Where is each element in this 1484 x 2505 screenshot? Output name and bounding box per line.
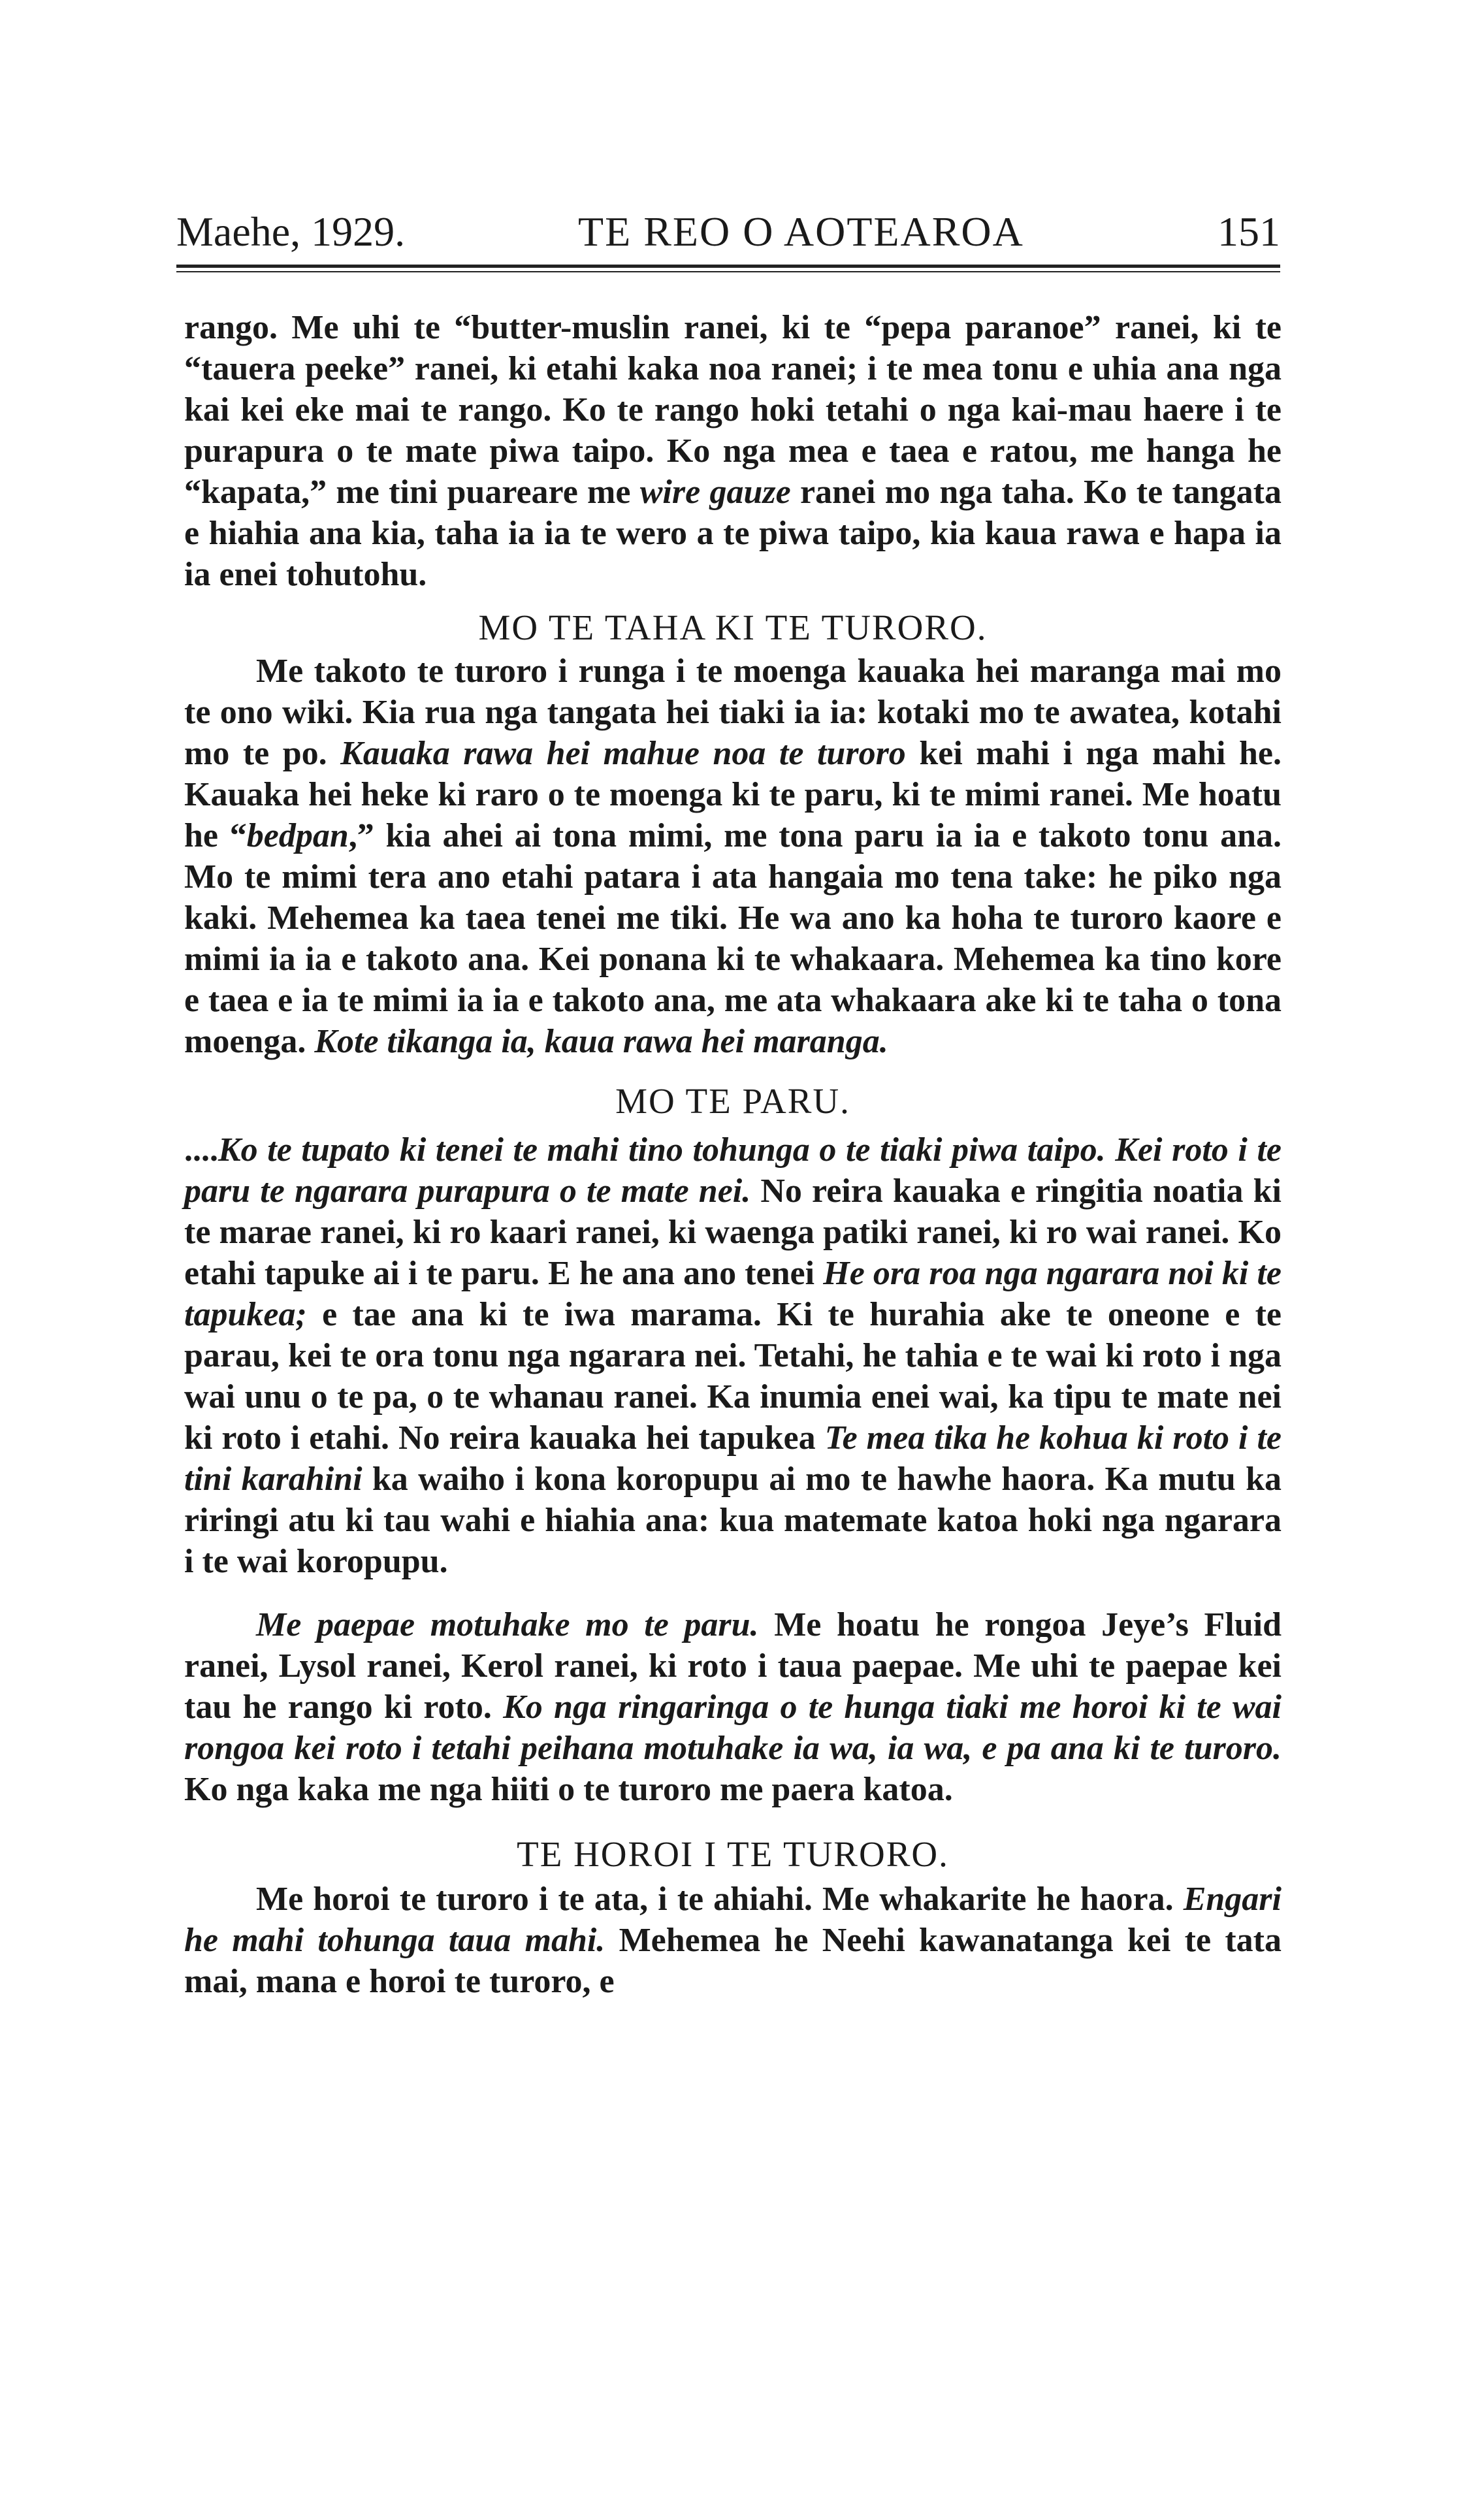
paepae-text-1: Me hoatu he rongoa Jeye’s Fluid ranei, Lysol ranei, Kerol ranei, ki roto i taua paepae. Me uhi te paepae kei tau he rango ki roto.	[184, 1606, 1282, 1726]
header-rule-thin	[176, 271, 1280, 272]
intro-text-1: rango. Me uhi te “butter-muslin ranei, ki te “pepa paranoe” ranei, ki te “tauera peeke” ranei, ki etahi kaka noa ranei; i te mea tonu e uhia ana nga kai kei eke mai te rango. Ko te rango hoki tetahi o nga kai-mau haere i te purapura o te mate piwa taipo. Ko nga mea e taea e ratou, me hanga he “kapata,” me tini puareare me	[184, 309, 1282, 511]
turoro-italic-2: bedpan	[246, 817, 349, 854]
paru-italic-3: Te mea tika he kohua ki roto i te tini karahini	[184, 1419, 1282, 1498]
paru-text-3: ka waiho i kona koropupu ai mo te hawhe haora. Ka mutu ka riringi atu ki tau wahi e hiahia ana: kua matemate katoa hoki nga ngarara i te wai koropupu.	[184, 1461, 1282, 1580]
header-rule-thick	[176, 265, 1280, 268]
intro-text-2: ranei mo nga taha. Ko te tangata e hiahia ana kia, taha ia ia te wero a te piwa taipo, kia kaua rawa e hapa ia ia enei tohutohu.	[184, 474, 1282, 593]
paragraph-paru	[184, 1129, 1282, 1582]
turoro-text-3: ,” kia ahei ai tona mimi, me tona paru ia ia e takoto tonu ana. Mo te mimi tera ano etahi patara i ata hangaia mo tena take: he piko nga kaki. Mehemea ka taea tenei me tiki. He wa ano ka hoha te turoro kaore e mimi ia ia e takoto ana. Kei ponana ki te whakaara. Mehemea ka tino kore e taea e ia te mimi ia ia e takoto ana, me ata whakaara ake ki te taha o tona moenga.	[184, 817, 1282, 1060]
paragraph-turoro	[184, 651, 1282, 1062]
paragraph-horoi	[184, 1879, 1282, 2002]
paepae-italic-1: Me paepae motuhake mo te paru.	[256, 1606, 759, 1643]
paepae-italic-2: Ko nga ringaringa o te hunga tiaki me horoi ki te wai rongoa kei roto i tetahi peihana motuhake ia wa, ia wa, e pa ana ki te turoro.	[184, 1689, 1282, 1767]
heading-horoi: TE HOROI I TE TURORO.	[517, 1834, 949, 1874]
paru-text-2: e tae ana ki te iwa marama. Ki te hurahia ake te oneone e te parau, kei te ora tonu nga ngarara nei. Tetahi, he tahia e te wai ki roto i nga wai unu o te pa, o te whanau ranei. Ka inumia enei wai, ka tipu te mate nei ki roto i etahi. No reira kauaka hei tapukea	[184, 1296, 1282, 1457]
paru-ellipsis: ....	[184, 1131, 218, 1169]
header-journal-title: TE REO O AOTEAROA	[578, 208, 1024, 255]
article-body	[184, 307, 1282, 2002]
horoi-text-2: Mehemea he Neehi kawanatanga kei te tata mai, mana e horoi te turoro, e	[184, 1922, 1282, 2000]
paepae-text-2: Ko nga kaka me nga hiiti o te turoro me paera katoa.	[184, 1771, 953, 1808]
turoro-italic-1: Kauaka rawa hei mahue noa te turoro	[340, 735, 906, 772]
horoi-italic-1: Engari he mahi tohunga taua mahi.	[184, 1881, 1282, 1959]
heading-turoro: MO TE TAHA KI TE TURORO.	[478, 607, 988, 647]
paru-italic-1: Ko te tupato ki tenei te mahi tino tohunga o te tiaki piwa taipo. Kei roto i te paru te ngarara purapura o te mate nei.	[184, 1131, 1282, 1210]
paragraph-intro	[184, 307, 1282, 595]
paragraph-paepae	[184, 1604, 1282, 1810]
turoro-text-2: kei mahi i nga mahi he. Kauaka hei heke ki raro o te moenga ki te paru, ki te mimi ranei. Me hoatu he “	[184, 735, 1282, 854]
turoro-italic-3: Kote tikanga ia, kaua rawa hei maranga.	[314, 1023, 888, 1060]
header-page-number: 151	[1218, 208, 1280, 255]
running-header	[176, 206, 1280, 258]
turoro-text-1: Me takoto te turoro i runga i te moenga kauaka hei maranga mai mo te ono wiki. Kia rua nga tangata hei tiaki ia ia: kotaki mo te awatea, kotahi mo te po.	[184, 653, 1282, 772]
header-date: Maehe, 1929.	[176, 208, 406, 255]
heading-paru: MO TE PARU.	[615, 1081, 850, 1121]
paru-text-1: No reira kauaka e ringitia noatia ki te marae ranei, ki ro kaari ranei, ki waenga patiki ranei, ki ro wai ranei. Ko etahi tapuke ai i te paru. E he ana ano tenei	[184, 1172, 1282, 1292]
paru-italic-2: He ora roa nga ngarara noi ki te tapukea;	[184, 1255, 1282, 1333]
intro-italic-1: wire gauze	[639, 474, 791, 511]
horoi-text-1: Me horoi te turoro i te ata, i te ahiahi. Me whakarite he haora.	[256, 1881, 1184, 1918]
